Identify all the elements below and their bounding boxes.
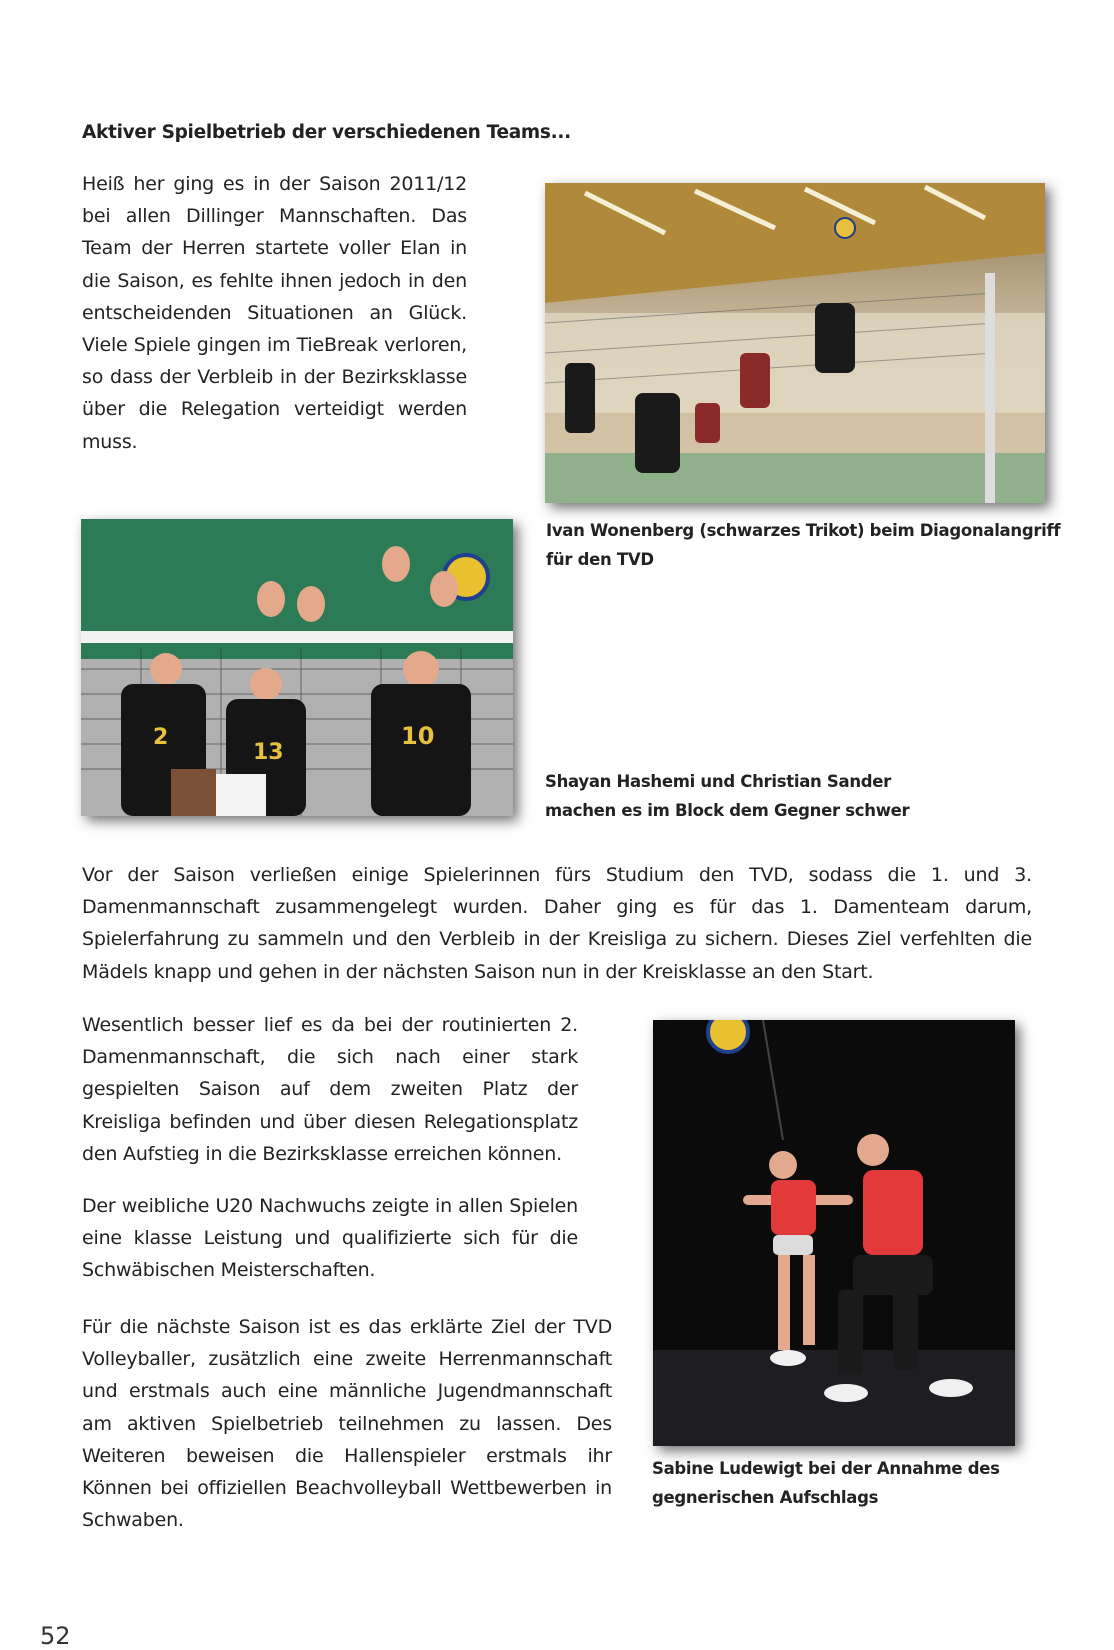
caption-photo-2-line-1: Shayan Hashemi und Christian Sander [545, 772, 892, 791]
caption-photo-2 [545, 768, 1065, 825]
svg-text:10: 10 [401, 722, 435, 750]
caption-photo-1-line-1: Ivan Wonenberg (schwarzes Trikot) beim Diagonalangriff [546, 521, 1061, 540]
caption-photo-1 [546, 517, 1066, 574]
caption-photo-3-line-1: Sabine Ludewigt bei der Annahme des [652, 1459, 1000, 1478]
caption-photo-2-line-2: machen es im Block dem Gegner schwer [545, 800, 910, 820]
photo-reception [653, 1020, 1015, 1446]
paragraph-damen-1: Vor der Saison verließen einige Spielerinnen fürs Studium den TVD, sodass die 1. und 3. Damenmannschaft zusammengelegt wurden. Daher ging es für das 1. Damenteam darum, Spielerfahrung zu sammeln und den Verbleib in der Kreisliga zu sichern. Dieses Ziel verfehlten die Mädels knapp und gehen in der nächsten Saison nun in der Kreisklasse an den Start. [82, 864, 1032, 983]
paragraph-herren: Heiß her ging es in der Saison 2011/12 bei allen Dillinger Mannschaften. Das Team der Herren startete voller Elan in die Saison, es fehlte ihnen jedoch in den entscheidenden Situationen an Glück. Viele Spiele gingen im TieBreak verloren, so dass der Verbleib in der Bezirksklasse über die Relegation verteidigt werden muss. [82, 173, 467, 453]
svg-text:2: 2 [153, 725, 169, 750]
paragraph-u20: Der weibliche U20 Nachwuchs zeigte in allen Spielen eine klasse Leistung und qualifizierte sich für die Schwäbischen Meisterschaften. [82, 1195, 578, 1282]
photo-diagonal-attack [545, 183, 1045, 503]
svg-text:13: 13 [253, 740, 284, 765]
page-number: 52 [40, 1622, 71, 1650]
caption-photo-1-line-2: für den TVD [546, 549, 654, 569]
caption-photo-3-line-2: gegnerischen Aufschlags [652, 1487, 879, 1507]
photo-block [81, 519, 513, 816]
section-heading: Aktiver Spielbetrieb der verschiedenen Teams... [82, 122, 571, 143]
paragraph-next-season: Für die nächste Saison ist es das erklärte Ziel der TVD Volleyballer, zusätzlich eine zweite Herrenmannschaft und erstmals auch eine männliche Jugendmannschaft am aktiven Spielbetrieb teilnehmen zu lassen. Des Weiteren beweisen die Hallenspieler erstmals ihr Können bei offiziellen Beachvolleyball Wettbewerben in Schwaben. [82, 1316, 612, 1532]
caption-photo-3 [652, 1455, 1052, 1512]
paragraph-damen-2: Wesentlich besser lief es da bei der routinierten 2. Damenmannschaft, die sich nach einer stark gespielten Saison auf dem zweiten Platz der Kreisliga befinden und über diesen Relegationsplatz den Aufstieg in die Bezirksklasse erreichen können. [82, 1014, 578, 1165]
